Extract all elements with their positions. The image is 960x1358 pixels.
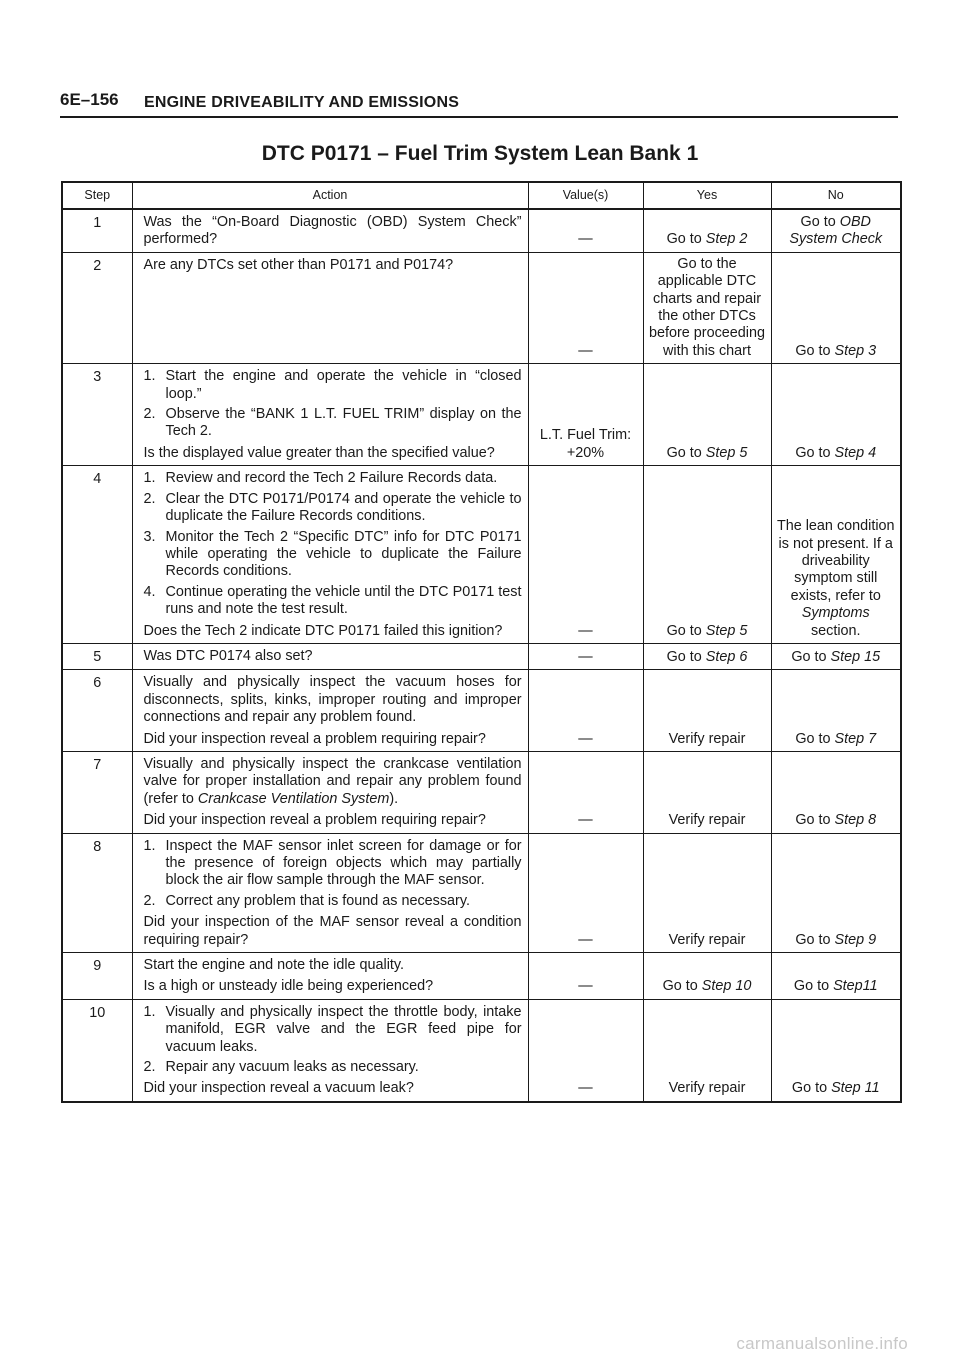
yes-cell: Verify repair [643,833,771,952]
step-number: 9 [62,953,132,1000]
crankcase-ventilation-link[interactable]: Crankcase Ventilation System [197,790,390,807]
action-question: Is the displayed value greater than the specified value? [143,444,495,461]
value-cell: — [528,751,643,833]
table-header-row [62,182,901,209]
col-yes-header: Yes [643,182,771,209]
value-cell: L.T. Fuel Trim: +20% [528,364,643,466]
action-list [144,838,522,911]
table-row [62,643,901,669]
table-row [62,252,901,363]
no-cell: Go to Step 7 [771,670,901,752]
action-question: Did your inspection of the MAF sensor reveal a condition requiring repair? [143,914,522,948]
yes-cell: Verify repair [643,670,771,752]
step-number: 6 [62,670,132,752]
yes-cell: Go to Step 5 [643,466,771,644]
table-row [62,670,901,752]
step-link[interactable]: Step 10 [701,978,752,995]
action-cell [132,999,528,1102]
value-cell: — [528,833,643,952]
value-cell: — [528,466,643,644]
list-item: 1. Inspect the MAF sensor inlet screen for damage or for the presence of foreign objects which may partially block the air flow sample through the MAF sensor. [143,837,522,889]
value-cell: — [528,953,643,1000]
action-cell [132,953,528,1000]
action-cell [132,643,528,669]
action-text: Are any DTCs set other than P0171 and P0174? [143,256,454,273]
step-link[interactable]: Step 4 [834,444,877,461]
step-link[interactable]: Step 2 [705,231,748,248]
no-cell: Go to OBD System Check [771,209,901,252]
no-cell: Go to Step 11 [771,999,901,1102]
step-number: 2 [62,252,132,363]
step-link[interactable]: Step 15 [830,648,881,665]
action-question: Does the Tech 2 indicate DTC P0171 failed this ignition? [143,622,503,639]
action-question: Is a high or unsteady idle being experienced? [143,978,434,995]
action-text: Was DTC P0174 also set? [143,647,313,664]
no-cell: Go to Step 4 [771,364,901,466]
action-text: Start the engine and note the idle quality. [143,957,405,974]
header-rule [60,116,898,118]
col-step-header: Step [62,182,132,209]
table-row [62,751,901,833]
yes-cell: Verify repair [643,999,771,1102]
step-link[interactable]: Step 7 [834,730,877,747]
step-number: 3 [62,364,132,466]
action-cell [132,466,528,644]
list-item: 1. Visually and physically inspect the throttle body, intake manifold, EGR valve and the EGR feed pipe for vacuum leaks. [143,1003,522,1055]
step-link[interactable]: Step 6 [705,648,748,665]
step-link[interactable]: Step 5 [705,622,748,639]
watermark: carmanualsonline.info [736,1334,908,1353]
yes-cell: Go to Step 5 [643,364,771,466]
no-cell: Go to Step 9 [771,833,901,952]
no-cell: Go to Step 15 [771,643,901,669]
step-number: 7 [62,751,132,833]
action-cell [132,209,528,252]
action-question: Did your inspection reveal a problem requiring repair? [143,812,486,829]
action-cell [132,670,528,752]
step-link[interactable]: Step11 [833,978,878,995]
list-item: 2. Clear the DTC P0171/P0174 and operate the vehicle to duplicate the Failure Records conditions. [143,490,522,525]
yes-cell: Verify repair [643,751,771,833]
table-row [62,364,901,466]
action-question: Did your inspection reveal a problem requiring repair? [143,730,486,747]
action-cell [132,833,528,952]
list-item: 1. Start the engine and operate the vehicle in “closed loop.” [143,368,522,402]
yes-cell: Go to Step 10 [643,953,771,1000]
step-number: 1 [62,209,132,252]
step-link[interactable]: Step 8 [834,812,877,829]
step-number: 5 [62,643,132,669]
list-item: 4. Continue operating the vehicle until the DTC P0171 test runs and note the test result. [143,583,522,618]
value-cell: — [528,252,643,363]
step-number: 10 [62,999,132,1102]
table-row [62,466,901,644]
yes-cell: Go to the applicable DTC charts and repair the other DTCs before proceeding with this chart [643,252,771,363]
section-title: ENGINE DRIVEABILITY AND EMISSIONS [144,94,460,111]
obd-system-check-link[interactable]: OBD System Check [789,214,883,248]
action-text: Visually and physically inspect the vacuum hoses for disconnects, splits, kinks, improper routing and improper connections and repair any problem found. [143,674,522,726]
table-row [62,833,901,952]
col-values-header: Value(s) [528,182,643,209]
value-cell: — [528,670,643,752]
list-item: 2. Observe the “BANK 1 L.T. FUEL TRIM” display on the Tech 2. [143,406,522,440]
col-action-header: Action [132,182,528,209]
value-cell: — [528,643,643,669]
page-header [60,86,900,116]
action-list [144,368,522,441]
list-item: 3. Monitor the Tech 2 “Specific DTC” info for DTC P0171 while operating the vehicle to duplicate the Failure Records conditions. [143,528,522,580]
yes-cell: Go to Step 6 [643,643,771,669]
table-row [62,953,901,1000]
action-cell [132,252,528,363]
table-row [62,999,901,1102]
action-question: Did your inspection reveal a vacuum leak? [143,1080,414,1097]
no-cell: The lean condition is not present. If a driveability symptom still exists, refer to Symptoms section. [771,466,901,644]
no-cell: Go to Step 3 [771,252,901,363]
action-list [144,470,522,618]
value-cell: — [528,209,643,252]
list-item: 1. Review and record the Tech 2 Failure Records data. [143,470,498,487]
action-list [144,1004,522,1077]
symptoms-link[interactable]: Symptoms [801,605,870,622]
diagnostic-table [61,181,902,1103]
step-number: 8 [62,833,132,952]
action-cell [132,751,528,833]
table-row [62,209,901,252]
step-link[interactable]: Step 3 [834,342,877,359]
step-number: 4 [62,466,132,644]
list-item: 2. Correct any problem that is found as necessary. [143,892,470,909]
action-text: Was the “On-Board Diagnostic (OBD) System Check” performed? [143,214,522,248]
value-cell: — [528,999,643,1102]
col-no-header: No [771,182,901,209]
no-cell: Go to Step11 [771,953,901,1000]
list-item: 2. Repair any vacuum leaks as necessary. [143,1059,419,1076]
step-link[interactable]: Step 5 [705,444,748,461]
action-cell [132,364,528,466]
page-number: 6E–156 [60,90,119,109]
step-link[interactable]: Step 9 [834,931,877,948]
step-link[interactable]: Step 11 [831,1080,880,1097]
no-cell: Go to Step 8 [771,751,901,833]
action-text: Visually and physically inspect the crankcase ventilation valve for proper installation and repair any problem found (refer to Crankcase Ventilation System). [143,755,522,807]
page-title: DTC P0171 – Fuel Trim System Lean Bank 1 [261,142,699,165]
yes-cell: Go to Step 2 [643,209,771,252]
